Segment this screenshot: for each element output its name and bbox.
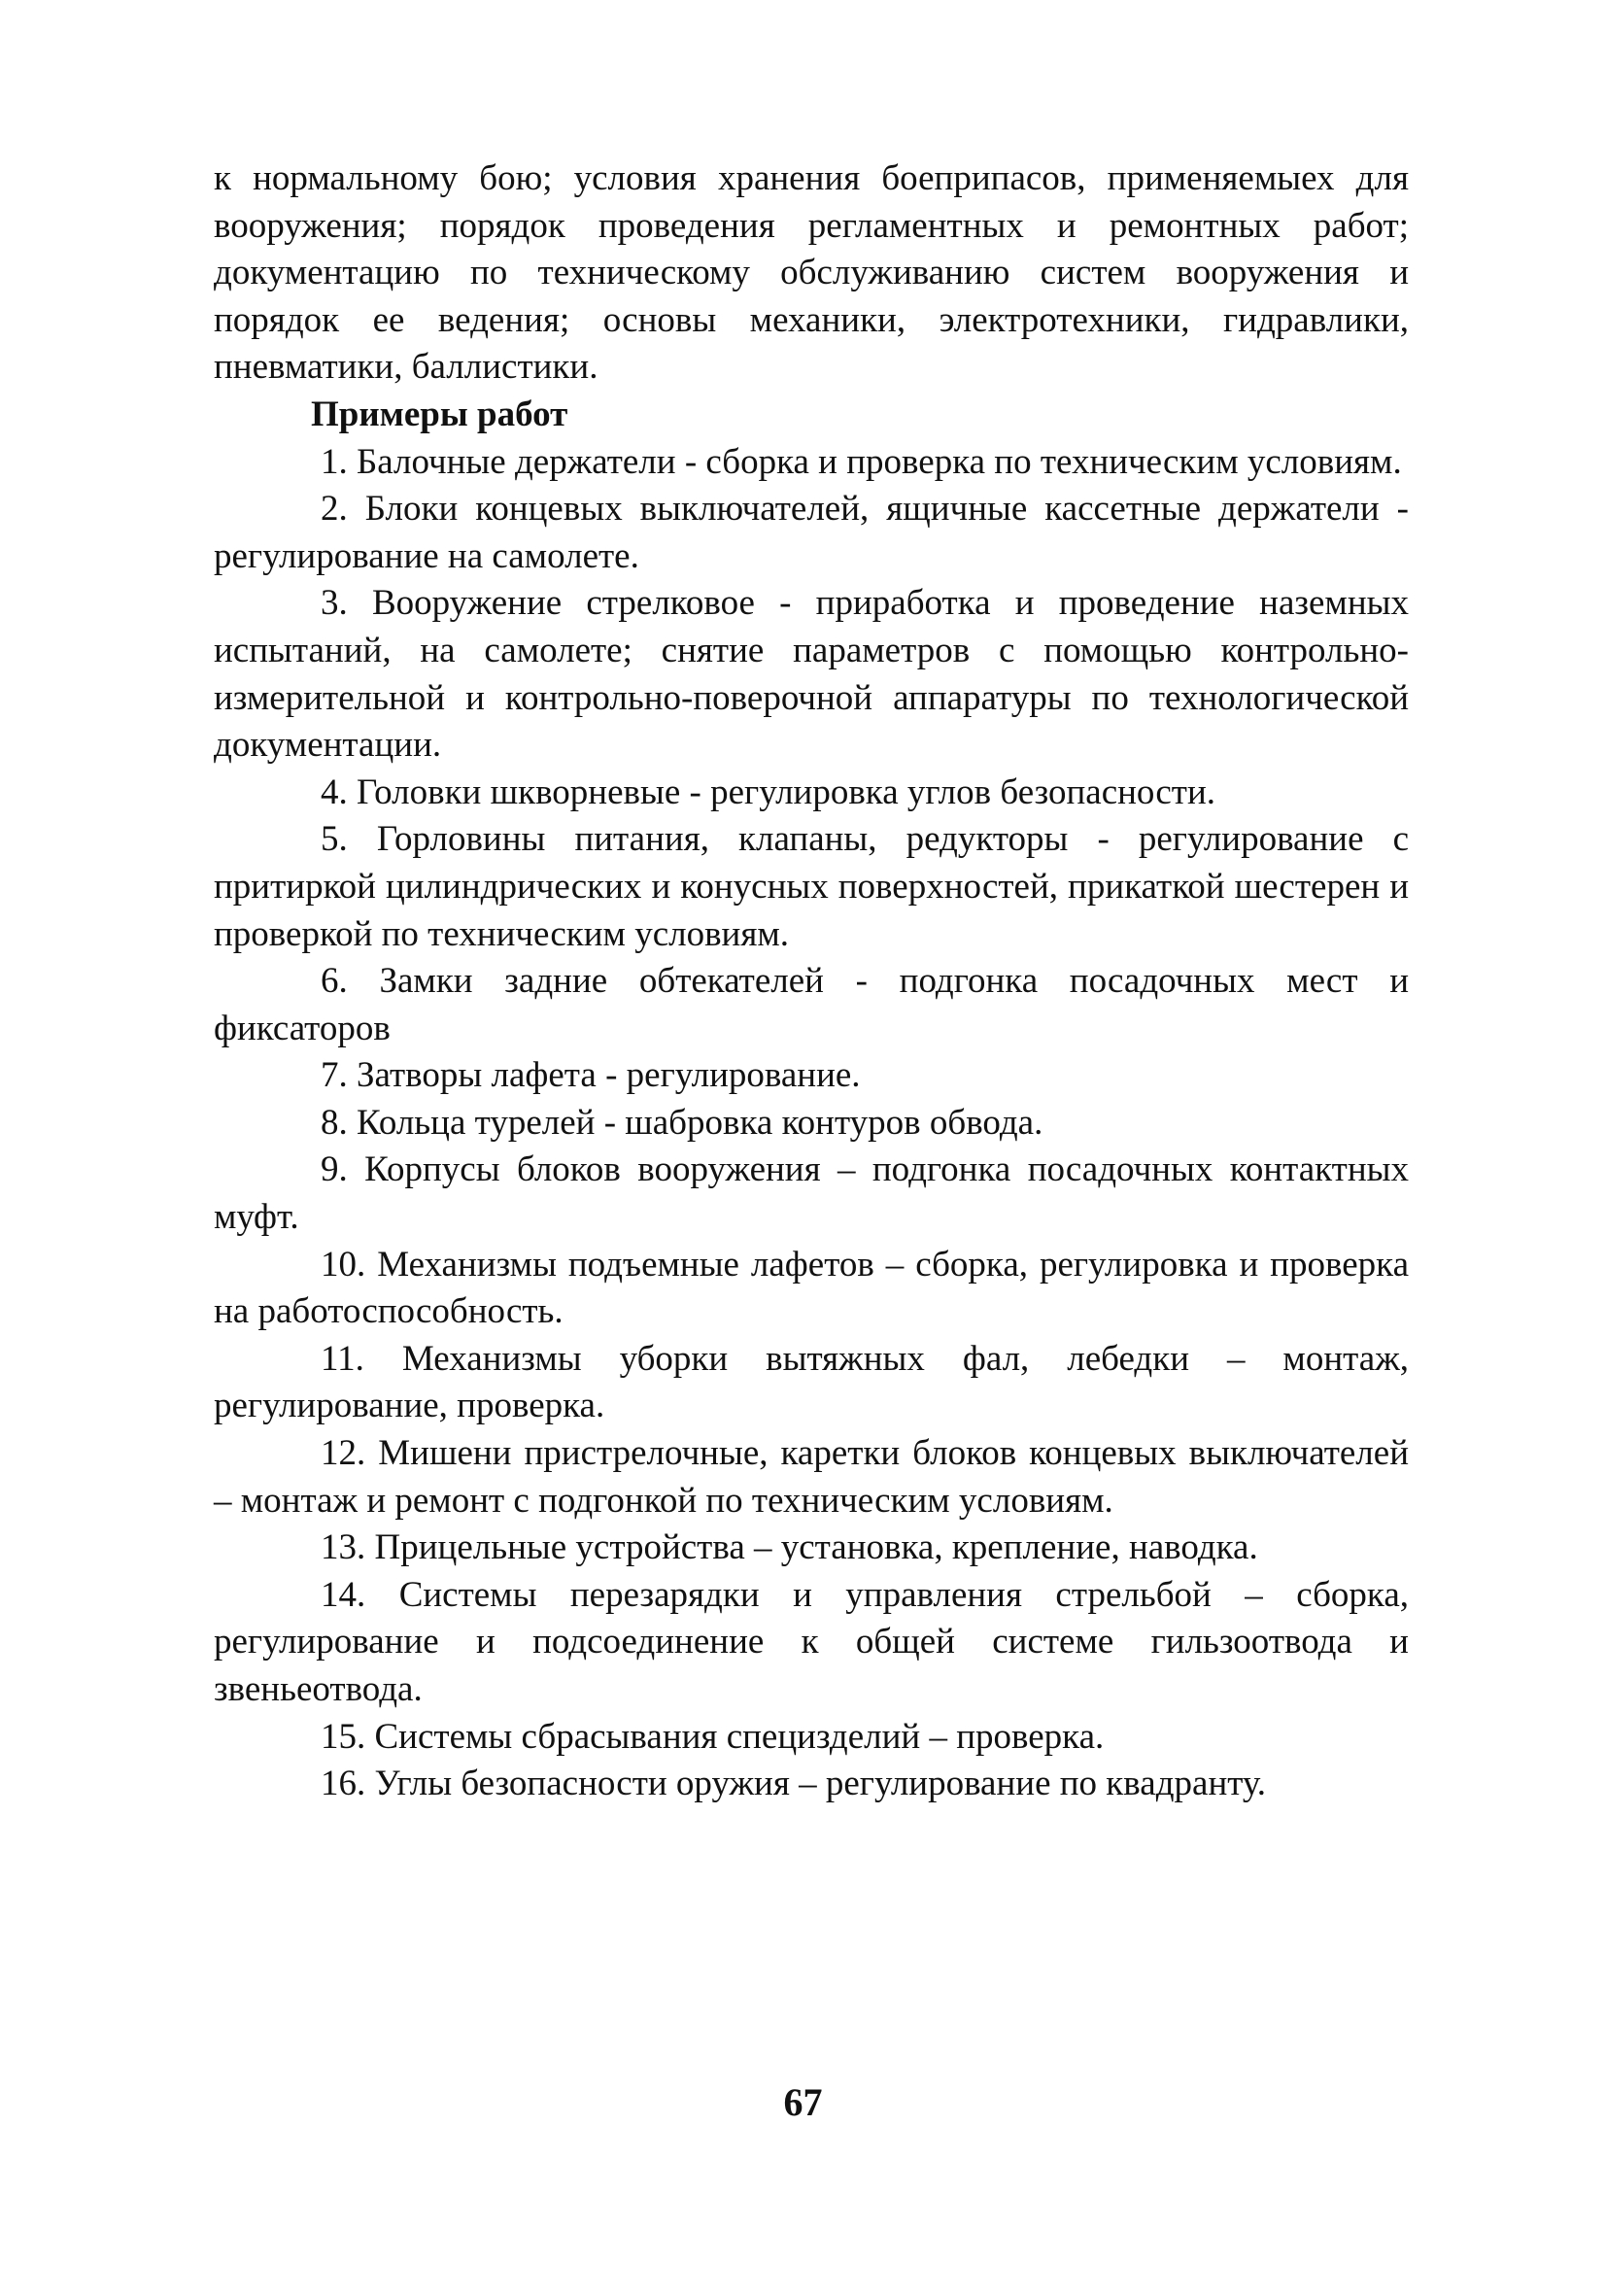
- intro-paragraph: к нормальному бою; условия хранения боеприпасов, применяемыех для вооружения; порядок проведения регламентных и ремонтных работ; документацию по техническому обслуживанию систем вооружения и порядок ее ведения; основы механики, электротехники, гидравлики, пневматики, баллистики.: [214, 158, 1409, 388]
- document-body: [214, 155, 1409, 1808]
- list-item: [214, 1714, 1409, 1762]
- item-text: Блоки концевых выключателей, ящичные кассетные держатели - регулирование на самолете.: [214, 489, 1410, 576]
- item-text: Балочные держатели - сборка и проверка по техническим условиям.: [357, 441, 1402, 482]
- list-item: [214, 770, 1409, 817]
- list-item: [214, 1100, 1409, 1148]
- item-number: 10.: [321, 1244, 366, 1285]
- item-number: 1.: [321, 441, 348, 482]
- list-item: [214, 958, 1409, 1052]
- list-item: [214, 1052, 1409, 1100]
- item-number: 16.: [321, 1764, 366, 1804]
- item-number: 9.: [321, 1149, 348, 1190]
- item-number: 15.: [321, 1716, 366, 1757]
- item-text: Системы сбрасывания специзделий – проверка.: [374, 1716, 1105, 1757]
- list-item: [214, 1430, 1409, 1525]
- item-text: Механизмы уборки вытяжных фал, лебедки – монтаж, регулирование, проверка.: [214, 1338, 1410, 1426]
- item-text: Головки шкворневые - регулировка углов безопасности.: [357, 771, 1215, 812]
- list-item: [214, 580, 1409, 769]
- item-text: Системы перезарядки и управления стрельбой – сборка, регулирование и подсоединение к общей системе гильзоотвода и звеньеотвода.: [214, 1574, 1409, 1709]
- item-number: 14.: [321, 1574, 366, 1615]
- item-text: Затворы лафета - регулирование.: [357, 1055, 861, 1096]
- item-text: Вооружение стрелковое - приработка и проведение наземных испытаний, на самолете; снятие параметров с помощью контрольно-измерительной и контрольно-поверочной аппаратуры по технологической документации.: [214, 583, 1409, 766]
- item-number: 3.: [321, 583, 348, 624]
- item-text: Замки задние обтекателей - подгонка посадочных мест и фиксаторов: [214, 961, 1409, 1048]
- list-item: [214, 816, 1409, 958]
- item-number: 2.: [321, 489, 348, 530]
- list-item: [214, 1761, 1409, 1808]
- item-text: Горловины питания, клапаны, редукторы - регулирование с притиркой цилиндрических и конусных поверхностей, прикаткой шестерен и проверкой по техническим условиям.: [214, 819, 1409, 954]
- item-number: 11.: [321, 1338, 364, 1379]
- list-item: [214, 1572, 1409, 1714]
- item-number: 12.: [321, 1433, 366, 1474]
- list-item: [214, 1242, 1409, 1336]
- list-item: [214, 1525, 1409, 1572]
- item-number: 8.: [321, 1102, 348, 1143]
- item-text: Механизмы подъемные лафетов – сборка, регулировка и проверка на работоспособность.: [214, 1244, 1409, 1332]
- item-number: 5.: [321, 819, 348, 860]
- page-number: 67: [783, 2080, 823, 2124]
- list-item: [214, 1336, 1409, 1430]
- item-text: Корпусы блоков вооружения – подгонка посадочных контактных муфт.: [214, 1149, 1409, 1238]
- item-number: 6.: [321, 961, 348, 1002]
- item-number: 13.: [321, 1527, 366, 1568]
- item-number: 7.: [321, 1055, 348, 1096]
- item-text: Прицельные устройства – установка, крепление, наводка.: [374, 1527, 1258, 1568]
- list-item: [214, 439, 1409, 487]
- item-text: Углы безопасности оружия – регулирование по квадранту.: [374, 1764, 1266, 1804]
- item-text: Мишени пристрелочные, каретки блоков концевых выключателей – монтаж и ремонт с подгонкой по техническим условиям.: [214, 1433, 1409, 1521]
- item-text: Кольца турелей - шабровка контуров обвода.: [357, 1102, 1043, 1143]
- section-heading: Примеры работ: [311, 394, 568, 434]
- item-number: 4.: [321, 771, 348, 812]
- list-item: [214, 1147, 1409, 1241]
- list-item: [214, 486, 1409, 580]
